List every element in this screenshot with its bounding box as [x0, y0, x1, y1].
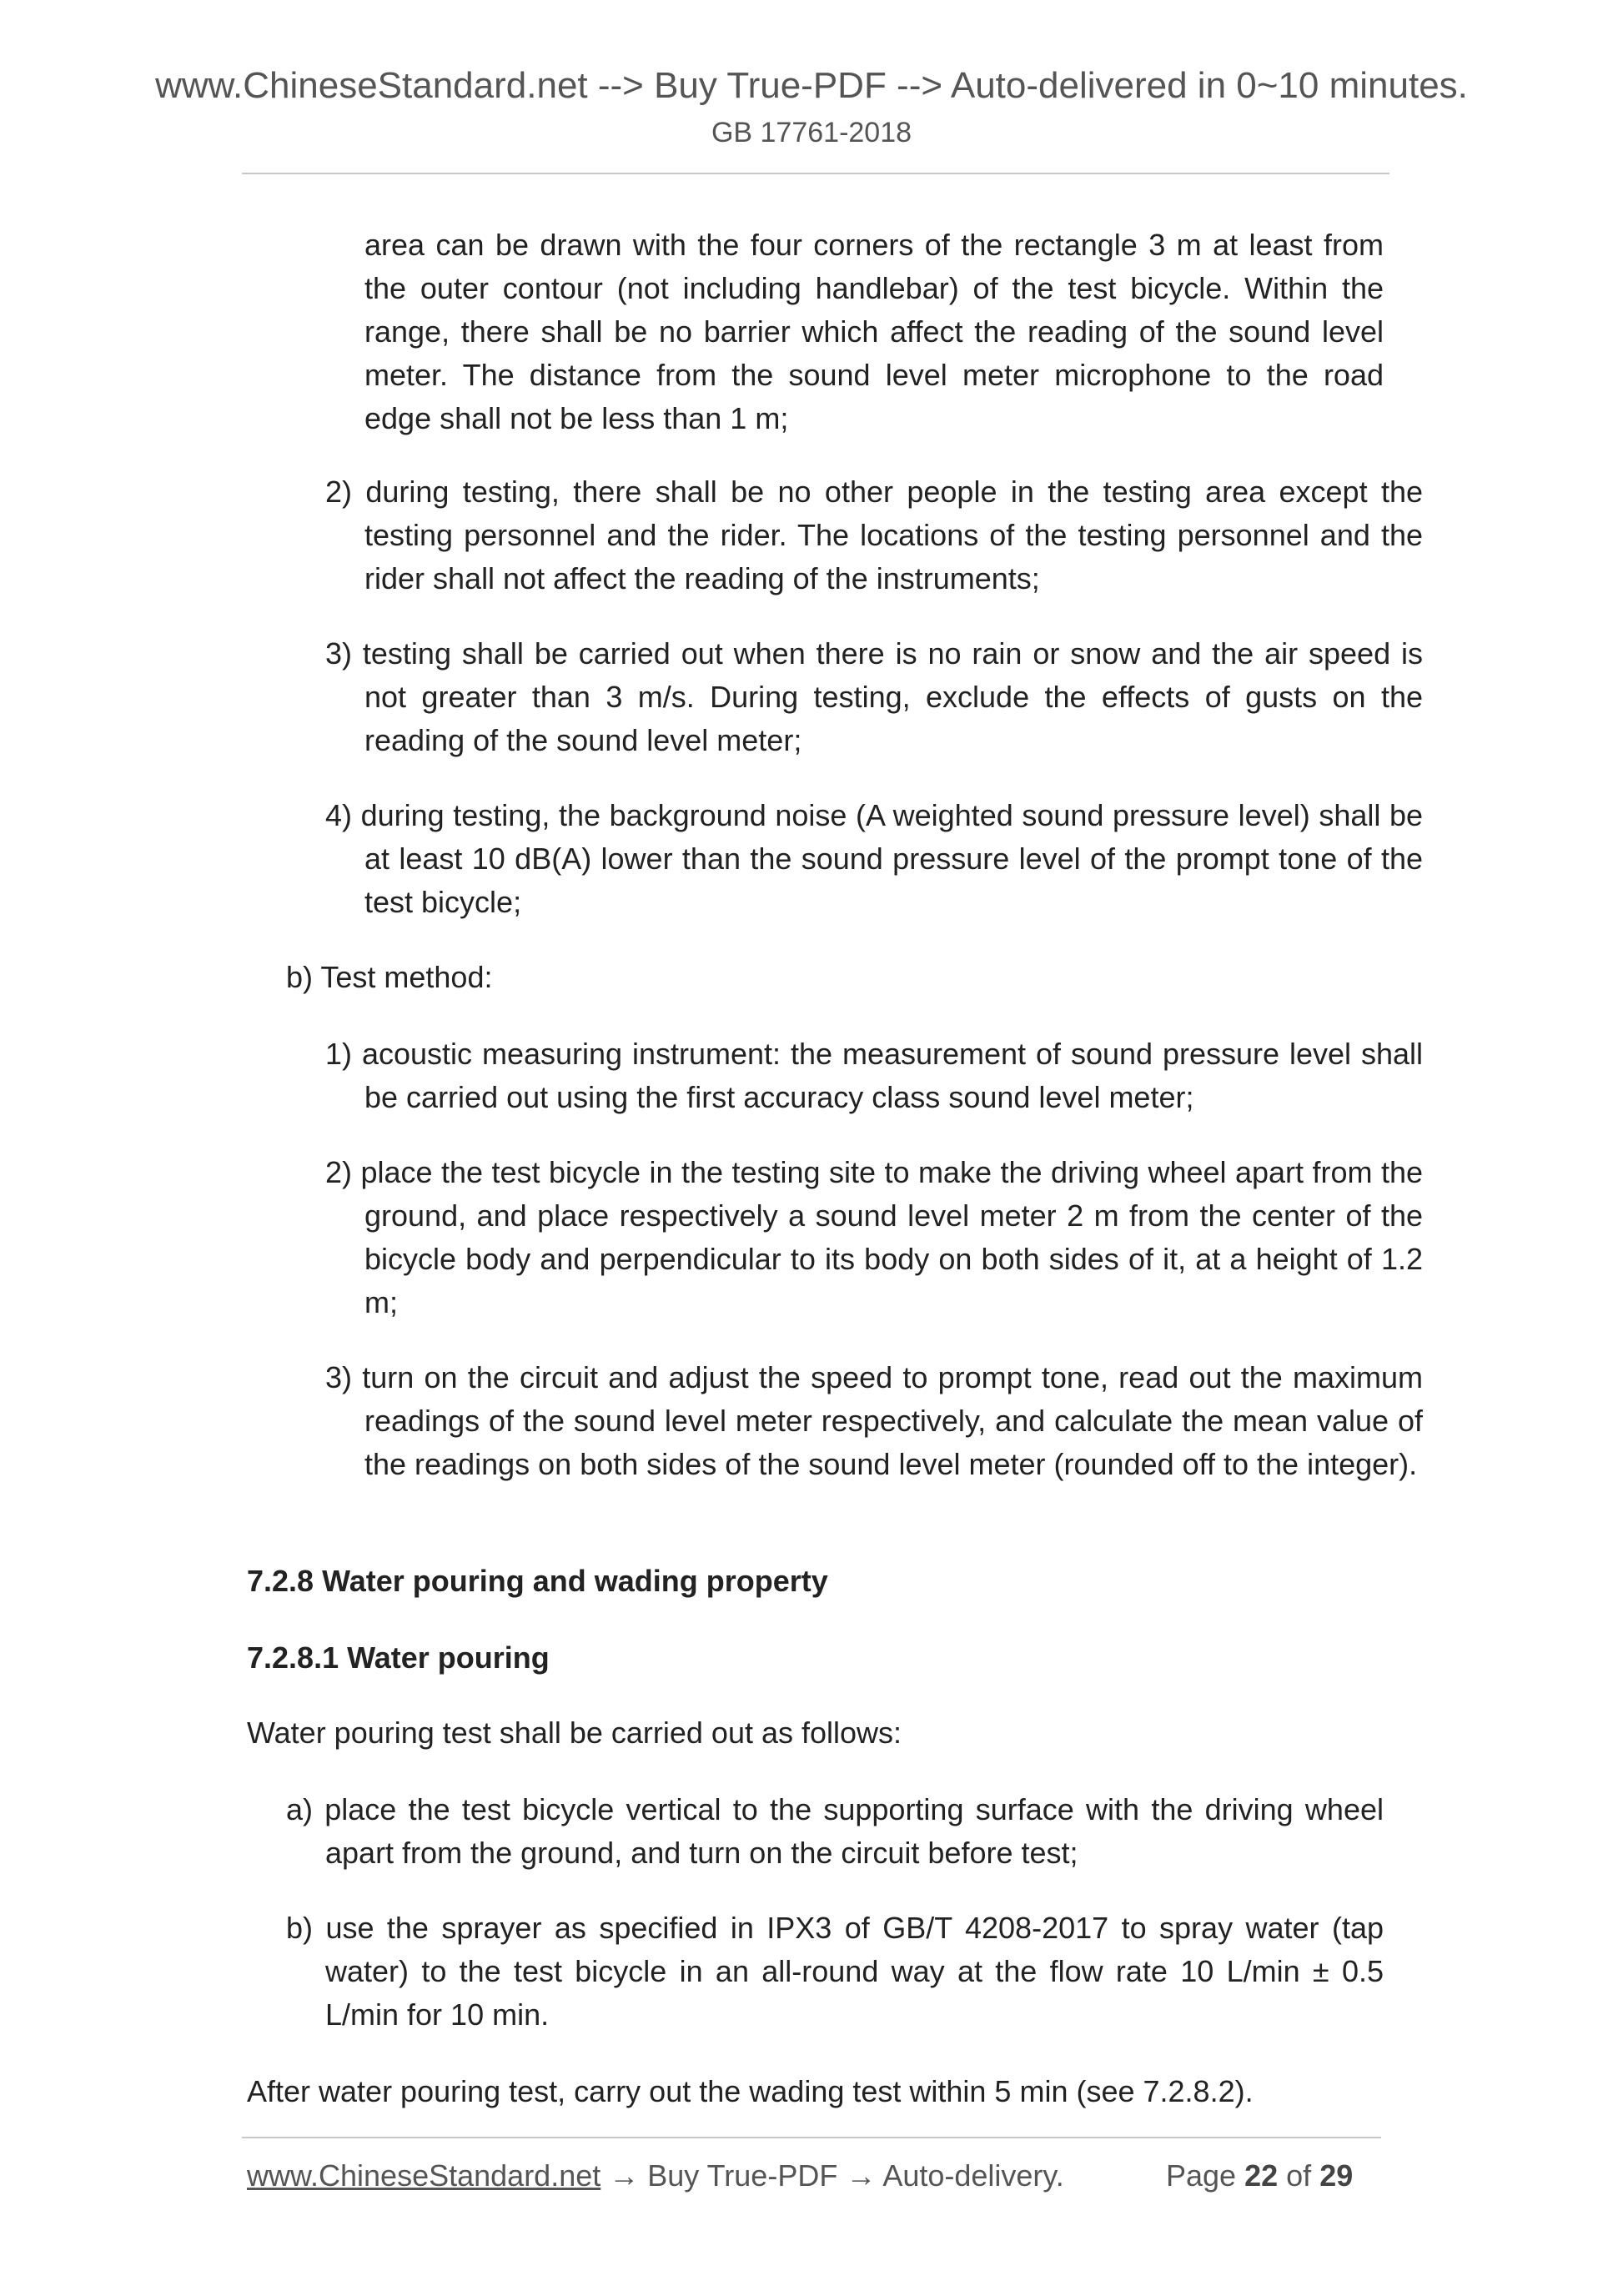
- document-id: GB 17761-2018: [711, 117, 912, 148]
- of-label: of: [1286, 2158, 1312, 2193]
- section-heading-7-2-8-1: 7.2.8.1 Water pouring: [247, 1640, 550, 1675]
- header-divider: [242, 173, 1389, 174]
- water-step-a: a) place the test bicycle vertical to the supporting surface with the driving wheel apart from the ground, and turn on the circuit before test;: [286, 1792, 1384, 1870]
- method-step-2: 2) place the test bicycle in the testing site to make the driving wheel apart from the ground, and place respectively a sound level meter 2 m from the center of the bicycle body and perpendicular to its body on both sides of it, at a height of 1.2 m;: [325, 1155, 1423, 1319]
- condition-3: 3) testing shall be carried out when there is no rain or snow and the air speed is not greater than 3 m/s. During testing, exclude the effects of gusts on the reading of the sound level meter;: [325, 636, 1423, 757]
- condition-2: 2) during testing, there shall be no other people in the testing area except the testing personnel and the rider. The locations of the testing personnel and the rider shall not affect the reading of the instruments;: [325, 475, 1423, 595]
- footer-tagline: → Buy True-PDF → Auto-delivery.: [600, 2158, 1064, 2193]
- footer-text: [247, 2158, 1064, 2193]
- page-label: Page: [1166, 2158, 1237, 2193]
- item-b-test-method: b) Test method:: [286, 960, 493, 994]
- method-step-3: 3) turn on the circuit and adjust the speed to prompt tone, read out the maximum readings of the sound level meter respectively, and calculate the mean value of the readings on both sides of the sound level meter (rounded off to the integer).: [325, 1360, 1423, 1481]
- page-indicator: [1166, 2158, 1353, 2193]
- footer-link[interactable]: www.ChineseStandard.net: [247, 2158, 601, 2193]
- after-test-paragraph: After water pouring test, carry out the wading test within 5 min (see 7.2.8.2).: [247, 2074, 1254, 2108]
- continued-paragraph: area can be drawn with the four corners of the rectangle 3 m at least from the outer contour (not including handlebar) of the test bicycle. Within the range, there shall be no barrier which affect the reading of the sound level meter. The distance from the sound level meter microphone to the road edge shall not be less than 1 m;: [364, 228, 1384, 435]
- page-total: 29: [1319, 2158, 1354, 2193]
- footer-divider: [242, 2137, 1381, 2138]
- water-step-b: b) use the sprayer as specified in IPX3 of GB/T 4208-2017 to spray water (tap water) to the test bicycle in an all-round way at the flow rate 10 L/min ± 0.5 L/min for 10 min.: [286, 1911, 1384, 2032]
- header-banner: www.ChineseStandard.net --> Buy True-PDF --> Auto-delivered in 0~10 minutes.: [155, 65, 1468, 106]
- method-step-1: 1) acoustic measuring instrument: the measurement of sound pressure level shall be carried out using the first accuracy class sound level meter;: [325, 1037, 1423, 1114]
- condition-4: 4) during testing, the background noise (A weighted sound pressure level) shall be at least 10 dB(A) lower than the sound pressure level of the prompt tone of the test bicycle;: [325, 798, 1423, 919]
- page-number: 22: [1244, 2158, 1279, 2193]
- intro-paragraph: Water pouring test shall be carried out as follows:: [247, 1716, 902, 1750]
- section-heading-7-2-8: 7.2.8 Water pouring and wading property: [247, 1564, 828, 1598]
